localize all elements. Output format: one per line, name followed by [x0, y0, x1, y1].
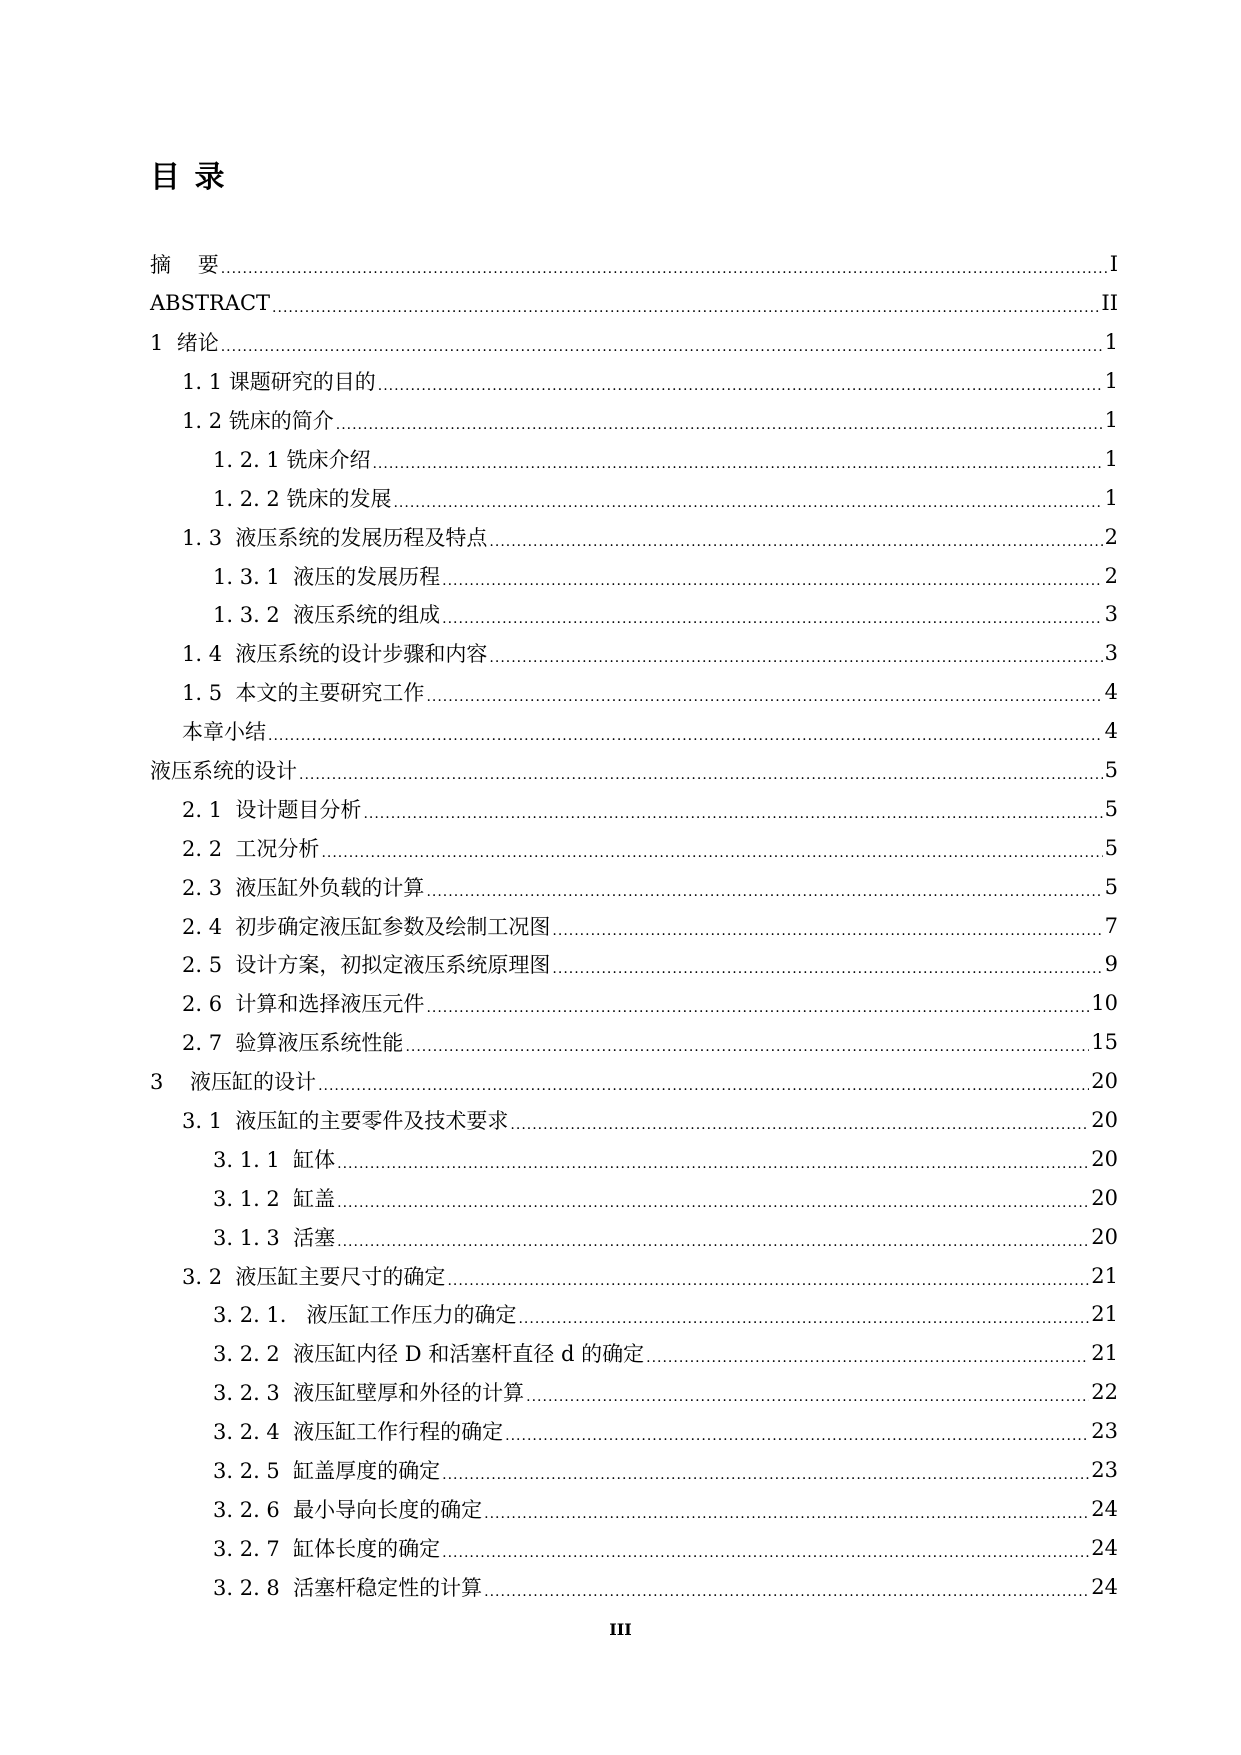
toc-entry[interactable] — [150, 673, 1118, 712]
toc-entry-label: 2. 7 验算液压系统性能 — [182, 1031, 404, 1056]
toc-entry-page: 2 — [1104, 563, 1118, 588]
toc-entry-page: 5 — [1104, 835, 1118, 860]
toc-entry-label: 3. 2 液压缸主要尺寸的确定 — [182, 1264, 446, 1289]
toc-entry[interactable] — [150, 945, 1118, 984]
toc-entry[interactable] — [150, 1139, 1118, 1178]
toc-entry-label: 1 绪论 — [150, 331, 219, 356]
toc-leader-dots — [405, 1029, 1089, 1055]
toc-entry[interactable] — [150, 1567, 1118, 1606]
toc-entry-page: 4 — [1104, 680, 1118, 705]
toc-leader-dots — [552, 913, 1102, 939]
toc-leader-dots — [337, 1185, 1089, 1211]
toc-entry-label: 2. 4 初步确定液压缸参数及绘制工况图 — [182, 914, 551, 939]
toc-entry-label: 1. 5 本文的主要研究工作 — [182, 681, 425, 706]
toc-entry[interactable] — [150, 1101, 1118, 1140]
toc-entry-label: 3. 2. 2 液压缸内径 D 和活塞杆直径 d 的确定 — [213, 1342, 645, 1367]
toc-leader-dots — [646, 1340, 1089, 1366]
toc-entry[interactable] — [150, 1023, 1118, 1062]
toc-entry-label: 1. 2 铣床的简介 — [182, 409, 334, 433]
toc-leader-dots — [393, 485, 1102, 511]
toc-leader-dots — [489, 640, 1102, 666]
toc-leader-dots — [426, 679, 1102, 705]
toc-entry[interactable] — [150, 1412, 1118, 1451]
toc-entry-page: 15 — [1091, 1030, 1118, 1055]
toc-entry[interactable] — [150, 401, 1118, 440]
toc-entry-page: 5 — [1104, 874, 1118, 899]
toc-leader-dots — [426, 874, 1102, 900]
toc-entry-label: 3. 1. 3 活塞 — [213, 1225, 336, 1250]
toc-entry-page: 1 — [1104, 330, 1118, 355]
toc-entry[interactable] — [150, 1334, 1118, 1373]
toc-entry-label: 1. 1 课题研究的目的 — [182, 370, 376, 395]
toc-leader-dots — [321, 835, 1102, 861]
toc-entry-label: 2. 3 液压缸外负载的计算 — [182, 875, 425, 900]
toc-entry[interactable] — [150, 751, 1118, 790]
toc-leader-dots — [484, 1496, 1089, 1522]
toc-entry-page: 23 — [1091, 1419, 1118, 1444]
toc-leader-dots — [299, 757, 1103, 783]
toc-entry-page: 24 — [1091, 1496, 1118, 1521]
toc-entry-label: 摘 要 — [150, 253, 219, 278]
toc-entry-label: 3. 2. 5 缸盖厚度的确定 — [213, 1459, 441, 1484]
toc-leader-dots — [426, 990, 1089, 1016]
toc-entry[interactable] — [150, 439, 1118, 478]
toc-entry-page: 7 — [1104, 913, 1118, 938]
toc-entry[interactable] — [150, 984, 1118, 1023]
toc-leader-dots — [442, 563, 1102, 589]
toc-entry[interactable] — [150, 906, 1118, 945]
toc-leader-dots — [378, 368, 1103, 394]
toc-entry-label: 3. 2. 4 液压缸工作行程的确定 — [213, 1420, 504, 1445]
toc-entry[interactable] — [150, 828, 1118, 867]
toc-entry[interactable] — [150, 1451, 1118, 1490]
toc-entry-page: 20 — [1091, 1069, 1118, 1094]
toc-entry-label: 2. 2 工况分析 — [182, 836, 320, 861]
toc-entry-page: 5 — [1104, 758, 1118, 783]
toc-leader-dots — [526, 1379, 1089, 1405]
toc-leader-dots — [363, 796, 1102, 822]
toc-entry-page: 3 — [1104, 641, 1118, 666]
toc-entry-page: 5 — [1104, 796, 1118, 821]
toc-entry-page: 10 — [1091, 991, 1118, 1016]
toc-entry[interactable] — [150, 245, 1118, 284]
toc-entry-label: 1. 3. 1 液压的发展历程 — [213, 564, 441, 589]
toc-entry[interactable] — [150, 1256, 1118, 1295]
toc-entry-label: 1. 2. 2 铣床的发展 — [213, 486, 392, 511]
toc-entry[interactable] — [150, 595, 1118, 634]
toc-entry-page: 1 — [1104, 369, 1118, 394]
toc-leader-dots — [337, 1224, 1089, 1250]
toc-leader-dots — [442, 1457, 1089, 1483]
toc-leader-dots — [221, 329, 1103, 355]
toc-entry-page: 21 — [1091, 1302, 1118, 1327]
toc-leader-dots — [221, 251, 1108, 277]
toc-leader-dots — [268, 718, 1103, 744]
toc-entry-page: 23 — [1091, 1458, 1118, 1483]
toc-leader-dots — [552, 951, 1102, 977]
toc-entry-page: 20 — [1091, 1146, 1118, 1171]
toc-entry[interactable] — [150, 1373, 1118, 1412]
toc-entry-page: 3 — [1104, 602, 1118, 627]
toc-entry[interactable] — [150, 556, 1118, 595]
toc-entry-label: 2. 6 计算和选择液压元件 — [182, 992, 425, 1017]
toc-entry[interactable] — [150, 1490, 1118, 1529]
toc-entry-page: II — [1101, 291, 1118, 316]
toc-leader-dots — [442, 1535, 1089, 1561]
toc-entry[interactable] — [150, 712, 1118, 751]
toc-leader-dots — [505, 1418, 1089, 1444]
toc-leader-dots — [447, 1263, 1089, 1289]
toc-entry-page: 2 — [1104, 524, 1118, 549]
toc-leader-dots — [272, 290, 1099, 316]
toc-leader-dots — [510, 1107, 1089, 1133]
toc-entry-label: 1. 4 液压系统的设计步骤和内容 — [182, 642, 488, 667]
toc-entry-page: 20 — [1091, 1224, 1118, 1249]
toc-leader-dots — [484, 1574, 1089, 1600]
toc-entry-page: 20 — [1091, 1185, 1118, 1210]
toc-entry-page: 21 — [1091, 1263, 1118, 1288]
toc-entry-label: 液压系统的设计 — [150, 759, 297, 784]
toc-entry-label: 3. 2. 7 缸体长度的确定 — [213, 1536, 441, 1561]
toc-entry-page: 20 — [1091, 1108, 1118, 1133]
toc-entry-label: 3. 2. 6 最小导向长度的确定 — [213, 1497, 483, 1522]
toc-leader-dots — [336, 407, 1103, 433]
toc-entry-label: 3 液压缸的设计 — [150, 1070, 317, 1095]
toc-entry[interactable] — [150, 517, 1118, 556]
toc-entry[interactable] — [150, 362, 1118, 401]
toc-entry-page: 1 — [1104, 485, 1118, 510]
toc-entry-label: 3. 1 液压缸的主要零件及技术要求 — [182, 1109, 509, 1134]
toc-entry-page: I — [1109, 252, 1118, 277]
toc-entry-label: 3. 2. 1. 液压缸工作压力的确定 — [213, 1303, 517, 1328]
toc-entry[interactable] — [150, 1295, 1118, 1334]
toc-leader-dots — [518, 1301, 1089, 1327]
toc-entry-page: 22 — [1091, 1380, 1118, 1405]
toc-entry-label: 1. 3. 2 液压系统的组成 — [213, 603, 441, 628]
toc-entry-page: 1 — [1104, 446, 1118, 471]
toc-entry[interactable] — [150, 478, 1118, 517]
page-title: 目 录 — [150, 160, 227, 195]
toc-entry[interactable] — [150, 867, 1118, 906]
toc-entry[interactable] — [150, 1528, 1118, 1567]
toc-entry-label: 1. 3 液压系统的发展历程及特点 — [182, 525, 488, 550]
toc-entry-label: 1. 2. 1 铣床介绍 — [213, 447, 371, 472]
toc-leader-dots — [318, 1068, 1089, 1094]
toc-entry-label: 2. 5 设计方案，初拟定液压系统原理图 — [182, 953, 551, 978]
toc-entry-label: 2. 1 设计题目分析 — [182, 797, 362, 822]
page-number: III — [609, 1620, 632, 1639]
table-of-contents — [150, 245, 1118, 1606]
toc-entry-label: ABSTRACT — [150, 291, 271, 316]
toc-leader-dots — [489, 524, 1102, 550]
toc-entry-label: 3. 2. 3 液压缸壁厚和外径的计算 — [213, 1381, 525, 1406]
toc-leader-dots — [442, 601, 1102, 627]
toc-entry-page: 21 — [1091, 1341, 1118, 1366]
toc-entry[interactable] — [150, 1217, 1118, 1256]
toc-entry-page: 24 — [1091, 1535, 1118, 1560]
toc-entry[interactable] — [150, 634, 1118, 673]
toc-entry-label: 本章小结 — [182, 720, 266, 745]
toc-leader-dots — [337, 1146, 1089, 1172]
toc-entry[interactable] — [150, 1178, 1118, 1217]
toc-entry-page: 4 — [1104, 719, 1118, 744]
toc-entry-label: 3. 1. 2 缸盖 — [213, 1186, 336, 1211]
toc-entry[interactable] — [150, 1062, 1118, 1101]
toc-entry-page: 24 — [1091, 1574, 1118, 1599]
toc-entry-page: 1 — [1104, 408, 1118, 432]
toc-entry-label: 3. 1. 1 缸体 — [213, 1147, 336, 1172]
toc-entry[interactable] — [150, 323, 1118, 362]
toc-entry[interactable] — [150, 789, 1118, 828]
toc-entry-label: 3. 2. 8 活塞杆稳定性的计算 — [213, 1575, 483, 1600]
toc-leader-dots — [372, 446, 1102, 472]
toc-entry[interactable] — [150, 284, 1118, 323]
toc-entry-page: 9 — [1104, 952, 1118, 977]
